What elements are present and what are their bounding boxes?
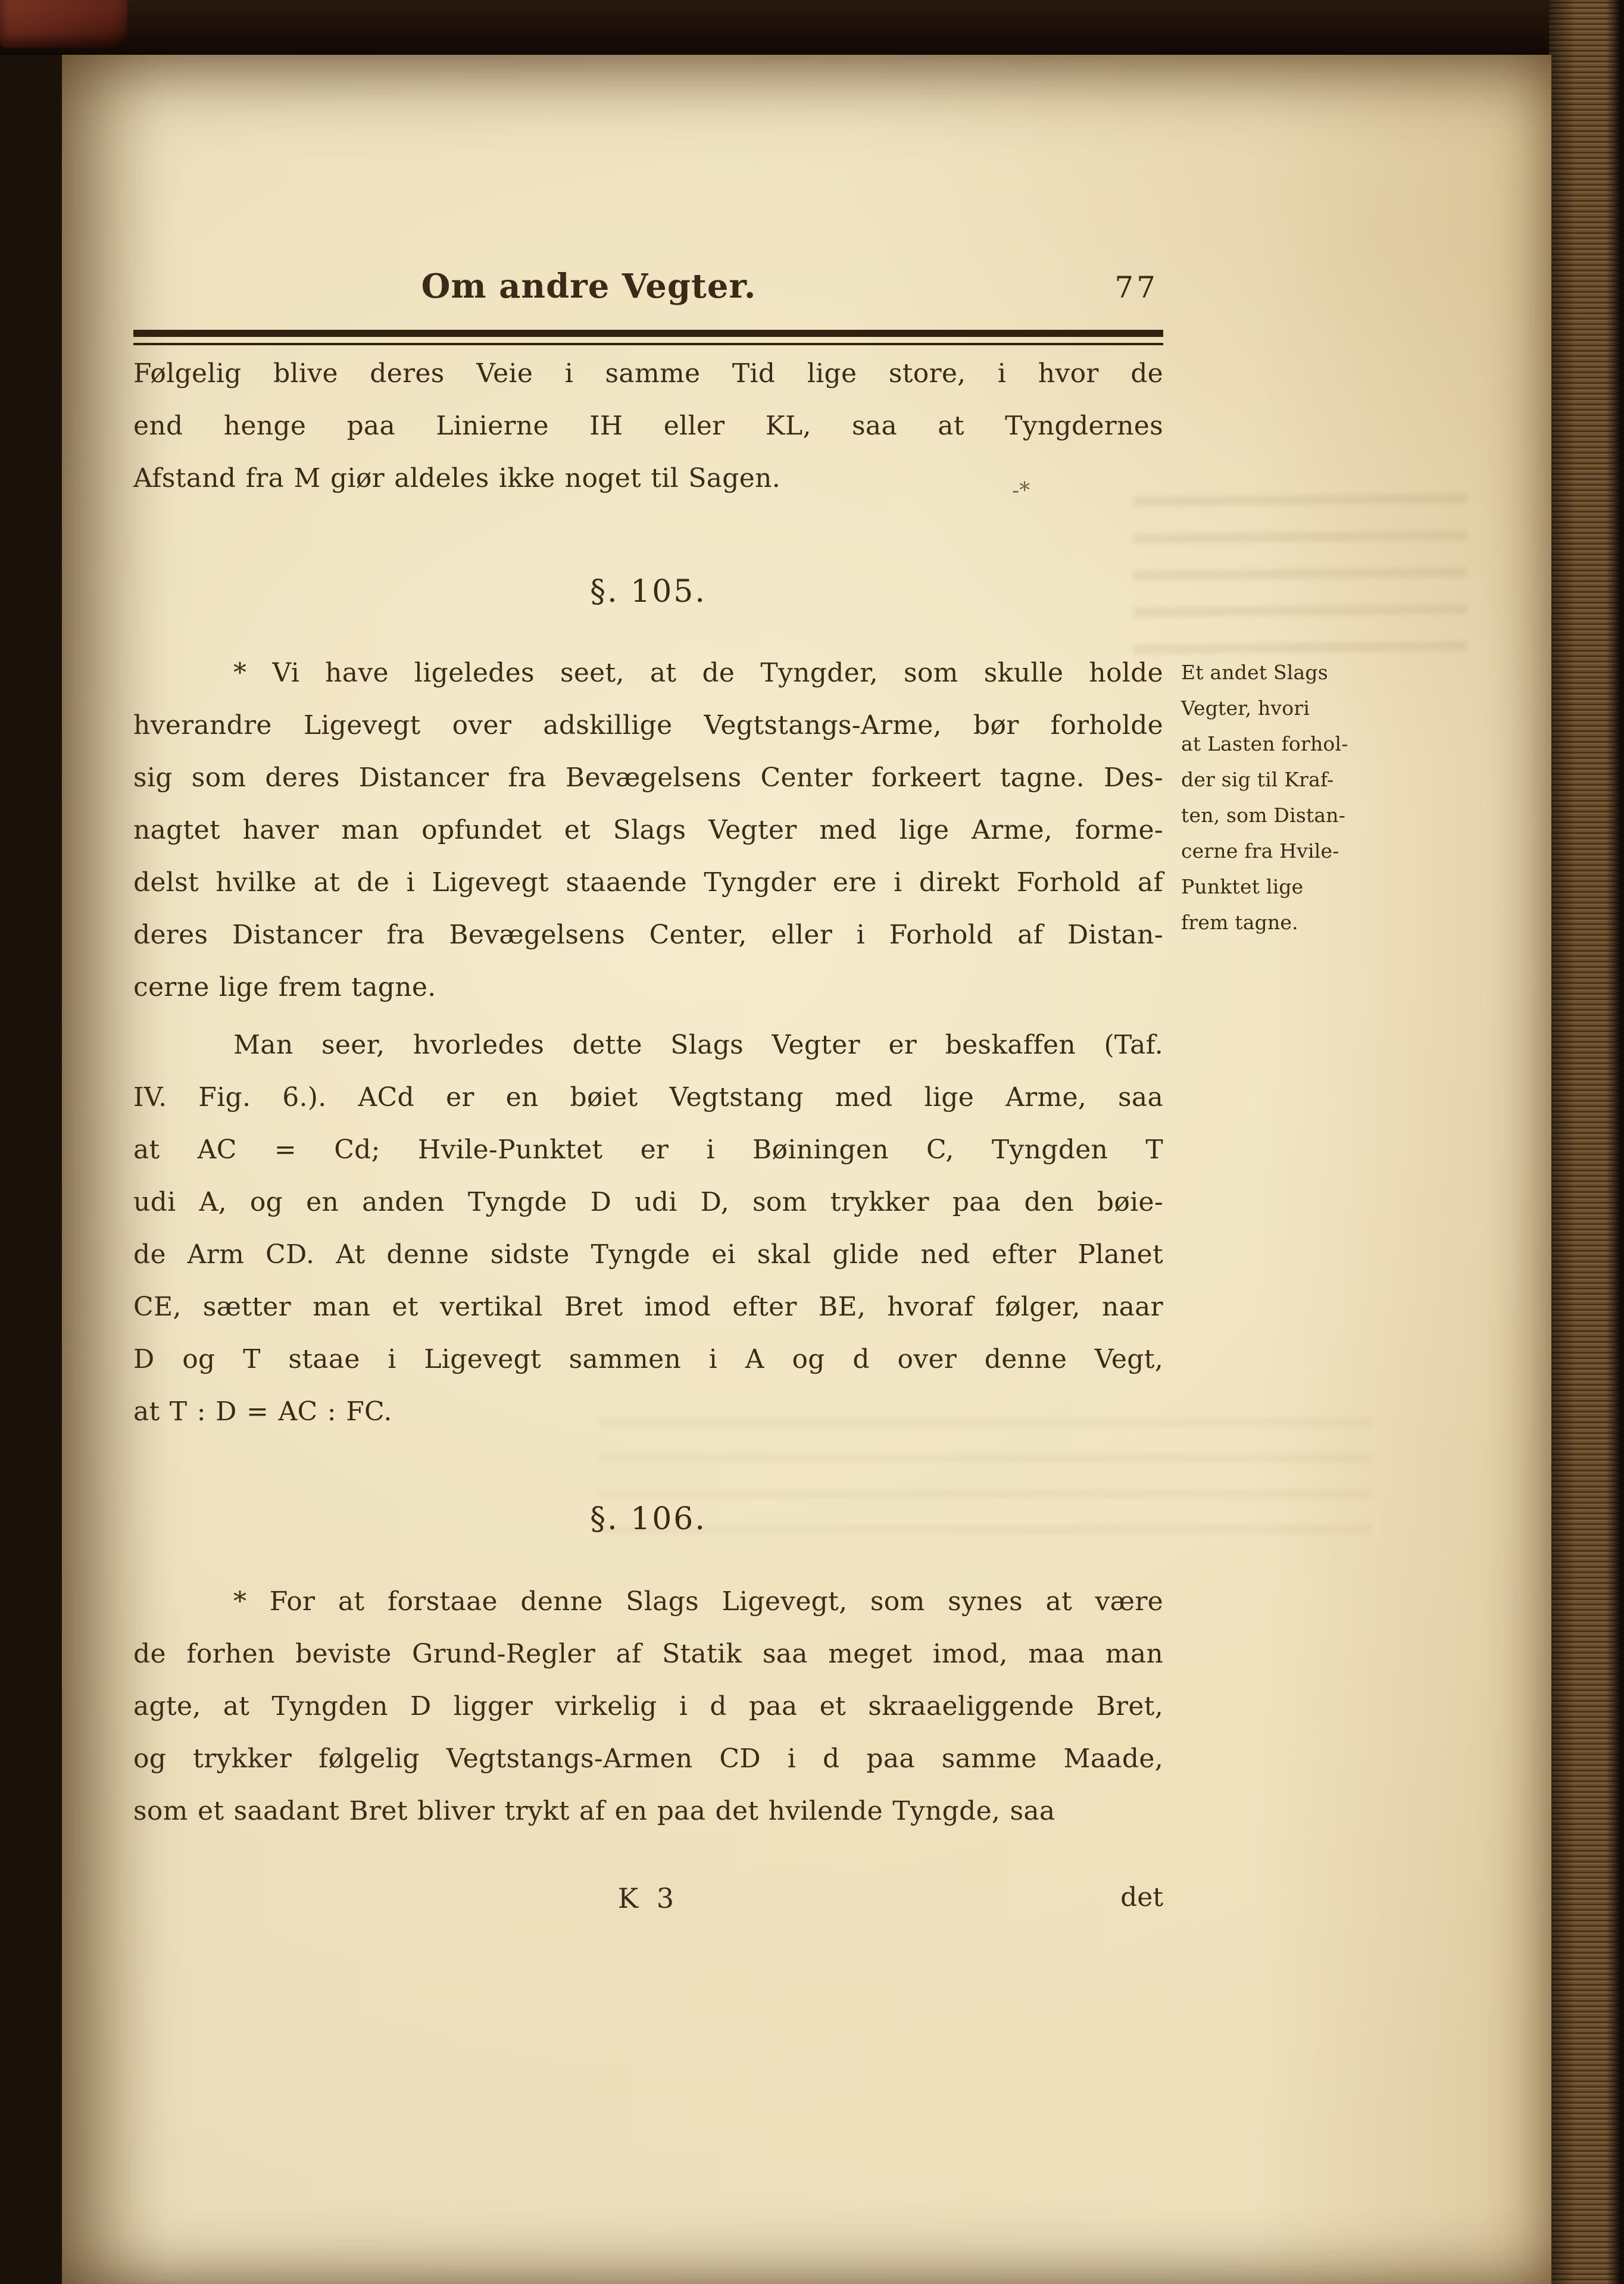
section-106-paragraph-1: * For at forstaae denne Slags Ligevegt, som synes at være de forhen beviste Grund-Regler af Statik saa meget imod, maa man agte, at Tyngden D ligger virkelig i d paa et skraaeliggende Bret, og trykker følgelig Vegtstangs-Armen CD i d paa samme Maade, som et saadant Bret bliver trykt af en paa det hvilende Tyngde, saa bbox=[133, 1586, 1163, 1826]
header-rule bbox=[133, 330, 1163, 345]
intro-paragraph: Følgelig blive deres Veie i samme Tid lige store, i hvor de end henge paa Linierne IH eller KL, saa at Tyngdernes Afstand fra M giør aldeles ikke noget til Sagen. bbox=[133, 358, 1163, 493]
page-header bbox=[133, 267, 1163, 318]
page-number: 77 bbox=[1114, 270, 1158, 305]
show-through-text bbox=[598, 1418, 1372, 1561]
section-heading-106: §. 106. bbox=[590, 1501, 707, 1537]
section-heading-105: §. 105. bbox=[590, 574, 707, 610]
show-through-text bbox=[1133, 493, 1467, 658]
page-stack-edge bbox=[1549, 0, 1624, 2284]
margin-note: Et andet Slags Vegter, hvori at Lasten forhol- der sig til Kraf- ten, som Distan- cerne fra Hvile- Punktet lige frem tagne. bbox=[1181, 661, 1348, 934]
section-105-paragraph-2: Man seer, hvorledes dette Slags Vegter er beskaffen (Taf. IV. Fig. 6.). ACd er en bøiet Vegtstang med lige Arme, saa at AC = Cd; Hvile-Punktet er i Bøiningen C, Tyngden T udi A, og en anden Tyngde D udi D, som trykker paa den bøie- de Arm CD. At denne sidste Tyngde ei skal glide ned efter Planet CE, sætter man et vertikal Bret imod efter BE, hvoraf følger, naar D og T staae i Ligevegt sammen i A og d over denne Vegt, at T : D = AC : FC. bbox=[133, 1030, 1163, 1427]
paragraph-end-mark: -* bbox=[1012, 479, 1030, 503]
section-105-paragraph-1: * Vi have ligeledes seet, at de Tyngder, som skulle holde hverandre Ligevegt over adskillige Vegtstangs-Arme, bør forholde sig som deres Distancer fra Bevægelsens Center forkeert tagne. Des- nagtet haver man opfundet et Slags Vegter med lige Arme, forme- delst hvilke at de i Ligevegt staaende Tyngder ere i direkt Forhold af deres Distancer fra Bevægelsens Center, eller i Forhold af Distan- cerne lige frem tagne. bbox=[133, 658, 1163, 1002]
running-header-title: Om andre Vegter. bbox=[421, 267, 757, 306]
signature-mark: K 3 bbox=[617, 1882, 679, 1914]
catchword: det bbox=[1120, 1882, 1163, 1913]
book-page bbox=[62, 55, 1551, 2284]
book-top-edge bbox=[0, 0, 1624, 55]
book-spine-corner bbox=[0, 0, 127, 48]
